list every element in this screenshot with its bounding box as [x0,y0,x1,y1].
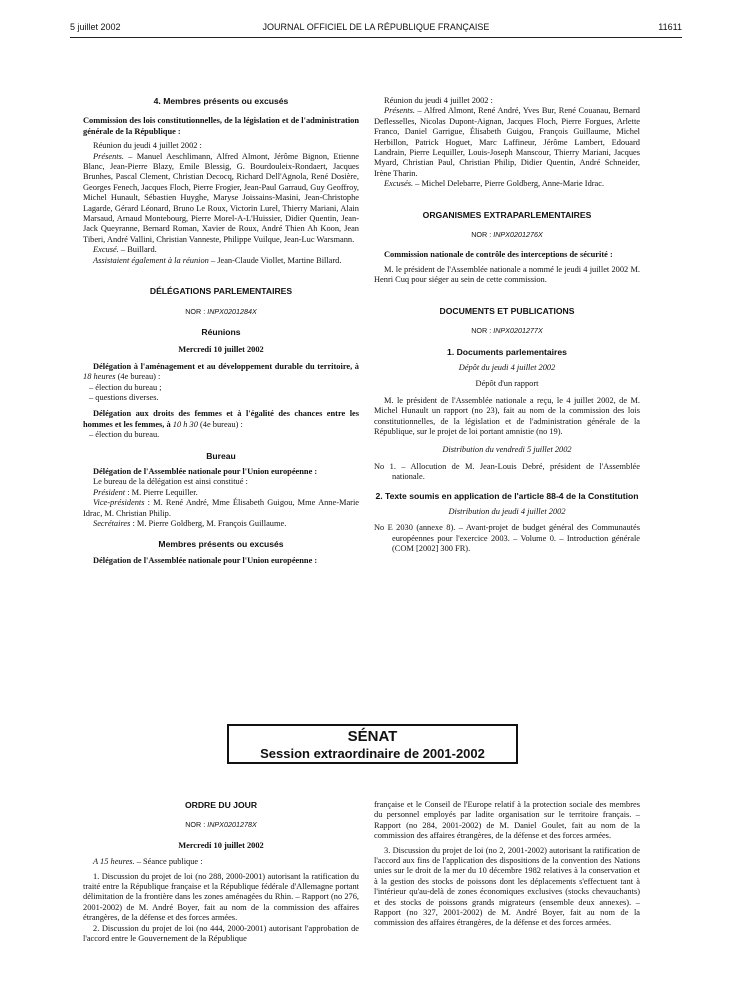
presents-label: Présents. [384,106,415,116]
assist-label: Assistaient également à la réunion [93,255,209,265]
reunion-date: Réunion du jeudi 4 juillet 2002 : [93,141,202,151]
column-left-bottom [83,800,359,944]
distribution-date: Distribution du vendredi 5 juillet 2002 [442,445,572,455]
delegation-union-europeenne: Délégation de l'Assemblée nationale pour l'Union européenne : [93,466,318,476]
nor-reference [374,230,640,240]
seance-text: – Séance publique : [134,857,203,867]
presents-paragraph [83,152,359,246]
ordre-item: 2. Discussion du projet de loi (no 444, 2000-2001) autorisant l'approbation de l'accord entre le Gouvernement de la République [83,923,359,944]
assist-text: – Jean-Claude Viollet, Martine Billard. [208,255,342,265]
presents-text: – Alfred Almont, René André, Yves Bur, René Couanau, Bernard Deflesselles, Nicolas Dupont-Aignan, Jacques Floch, Pierre Forgues, Arlette Franco, Daniel Garrigue, Élisabeth Guigou, François Guillaume, Michel Herbillon, Patrick Hoguet, Marc Laffineur, Jérôme Lambert, Edouard Landrain, Pierre Lequiller, Louis-Joseph Manscour, Thierry Mariani, Jacques Myard, Christian Paul, Christian Philip, Didier Quentin, André Schneider, Irène Tharin. [374,106,640,178]
excuses-label: Excusés. [384,179,414,189]
column-left-top [83,96,359,566]
subheading-reunions: Réunions [201,326,241,337]
journal-title: JOURNAL OFFICIEL DE LA RÉPUBLIQUE FRANÇAISE [262,22,490,32]
depot-date: Dépôt du jeudi 4 juillet 2002 [458,362,556,372]
presents-text: – Manuel Aeschlimann, Alfred Almont, Jérôme Bignon, Etienne Blanc, Jean-Pierre Blazy, Emile Blessig, G. Bourdouleix-Rondaert, Jacques Brunhes, Pascal Clement, Christian Decocq, Richard Dell'Agnola, René Dosière, Georges Fenech, Jacques Floch, Pierre Frogier, Jean-Paul Garraud, Guy Geoffroy, Michel Hunault, Sébastien Huyghe, Maryse Joissains-Masini, Jean-Christophe Lagarde, Gérard Léonard, Bruno Le Roux, Victorin Lurel, Thierry Mariani, Alain Marsaud, Arnaud Montebourg, Pierre Morel-A-L'Huissier, Didier Quentin, Jean-Jack Queyranne, Bernard Roman, Xavier de Roux, André Thien Ah Koon, Jean Tiberi, André Vallini, Christian Vanneste, Philippe Vuilque, Jean-Luc Warsmann. [83,151,359,244]
agenda-item: – élection du bureau ; [89,382,162,392]
document-n1: No 1. – Allocution de M. Jean-Louis Debré, président de l'Assemblée nationale. [374,461,640,482]
delegation-place: (4e bureau) : [197,419,243,429]
section-heading-ordre-du-jour: ORDRE DU JOUR [184,800,258,810]
commission-interceptions-title: Commission nationale de contrôle des interceptions de sécurité : [384,250,613,260]
excuse-paragraph [83,245,359,255]
senat-session: Session extraordinaire de 2001-2002 [260,746,485,761]
delegation-title: Délégation aux droits des femmes et à l'égalité des chances entre les hommes et les femmes, à [83,409,359,429]
ordre-item: 3. Discussion du projet de loi (no 2, 2001-2002) autorisant la ratification de l'accord aux fins de l'application des dispositions de la convention des Nations unies sur le droit de la mer du 10 décembre 1982 relatives à la conservation et à la gestion des stocks de poissons dont les déplacements s'effectuent tant à l'intérieur qu'au-delà de zones économiques exclusives (stocks chevauchants) et des stocks de poissons grands migrateurs (ensemble deux annexes). – Rapport (no 327, 2001-2002) de M. André Boyer, fait au nom de la commission des affaires étrangères, de la défense et des forces armées. [374,845,640,928]
subheading-texte-soumis: 2. Texte soumis en application de l'article 88-4 de la Constitution [375,490,639,501]
excuses-text: – Michel Delebarre, Pierre Goldberg, Anne-Marie Idrac. [413,179,605,189]
agenda-item: – questions diverses. [89,392,159,402]
date-mercredi: Mercredi 10 juillet 2002 [178,840,264,850]
section-heading-membres: 4. Membres présents ou excusés [153,96,289,106]
nor-code: INPX0201277X [493,326,543,336]
agenda-item: – élection du bureau. [89,430,160,440]
nor-label: NOR : [185,306,208,316]
secretaires-line [83,519,359,529]
nor-label: NOR : [471,230,494,240]
section-heading-organismes: ORGANISMES EXTRAPARLEMENTAIRES [422,209,592,220]
running-header [70,22,682,36]
rapport-paragraph: M. le président de l'Assemblée nationale a reçu, le 4 juillet 2002, de M. Michel Hunault un rapport (no 23), fait au nom de la commission des lois constitutionnelles, de la législation et de l'administration générale de la République, sur le projet de loi portant amnistie (no 19). [374,395,640,436]
delegation-title: Délégation à l'aménagement et au développement durable du territoire, à [93,361,359,371]
vice-presidents-line [83,498,359,519]
nor-reference [83,307,359,317]
president-line [83,488,359,498]
document-e2030: No E 2030 (annexe 8). – Avant-projet de budget général des Communautés européennes pour l'exercice 2003. – Volume 0. – Introduction générale (COM [2002] 300 FR). [374,523,640,554]
vice-label: Vice-présidents [93,498,145,508]
subheading-membres: Membres présents ou excusés [158,539,284,550]
senat-title: SÉNAT [347,728,398,745]
ordre-item-continued: française et le Conseil de l'Europe relatif à la protection sociale des membres du personnel employés par ladite organisation sur le territoire français. – Rapport (no 284, 2001-2002) de M. Daniel Goulet, fait au nom de la commission des affaires étrangères, de la défense et des forces armées. [374,800,640,841]
vice-text: : M. René André, Mme Élisabeth Guigou, Mme Anne-Marie Idrac, M. Christian Philip. [83,498,359,518]
excuse-label: Excusé. [93,245,119,255]
president-text: : M. Pierre Lequiller. [125,487,198,497]
reunion-date: Réunion du jeudi 4 juillet 2002 : [384,96,493,105]
nor-label: NOR : [185,820,208,830]
header-date: 5 juillet 2002 [70,22,121,32]
column-right-bottom [374,800,640,929]
delegation-time: 18 heures [83,372,116,382]
nor-code: INPX0201284X [207,306,257,316]
subheading-documents-parlementaires: 1. Documents parlementaires [447,346,567,357]
commission-lois-title: Commission des lois constitutionnelles, de la législation et de l'administration générale de la République : [83,116,359,136]
section-heading-delegations: DÉLÉGATIONS PARLEMENTAIRES [149,286,293,297]
nor-code: INPX0201278X [207,820,257,830]
excuse-text: – Buillard. [118,245,157,255]
senat-title-box [227,724,518,764]
nor-reference [83,820,359,830]
ordre-item: 1. Discussion du projet de loi (no 288, 2000-2001) autorisant la ratification du traité entre la République française et la République fédérale d'Allemagne portant délimitation de la frontière dans les zones aménagées du Rhin. – Rapport (no 276, 2001-2002) de M. André Boyer, fait au nom de la commission des affaires étrangères, de la défense et des forces armées. [83,871,359,923]
header-rule [70,37,682,38]
presents-paragraph [374,106,640,179]
delegation-time: 10 h 30 [172,419,198,429]
distribution-date: Distribution du jeudi 4 juillet 2002 [448,506,566,516]
page-number: 11611 [658,22,682,32]
section-heading-documents: DOCUMENTS ET PUBLICATIONS [439,305,575,316]
delegation-union-europeenne-2: Délégation de l'Assemblée nationale pour l'Union européenne : [93,555,318,565]
seance-line [83,857,359,867]
delegation-amenagement [83,362,359,383]
commission-interceptions-text: M. le président de l'Assemblée nationale a nommé le jeudi 4 juillet 2002 M. Henri Cuq pour siéger au sein de cette commission. [374,264,640,285]
secretaires-label: Secrétaires [93,519,131,528]
column-right-top [374,96,640,555]
assist-paragraph [83,256,359,266]
date-mercredi: Mercredi 10 juillet 2002 [178,345,264,355]
president-label: Président [93,487,126,497]
bureau-constitue: Le bureau de la délégation est ainsi constitué : [93,477,248,487]
depot-rapport-heading: Dépôt d'un rapport [475,379,539,389]
delegation-droits-femmes [83,409,359,430]
subheading-bureau: Bureau [206,450,236,461]
nor-label: NOR : [471,326,494,336]
excuses-paragraph [374,179,640,189]
presents-label: Présents. [93,151,124,161]
delegation-place: (4e bureau) : [115,372,161,382]
nor-code: INPX0201276X [493,230,543,240]
seance-time: A 15 heures. [93,857,135,867]
secretaires-text: : M. Pierre Goldberg, M. François Guillaume. [130,519,287,528]
nor-reference [374,326,640,336]
